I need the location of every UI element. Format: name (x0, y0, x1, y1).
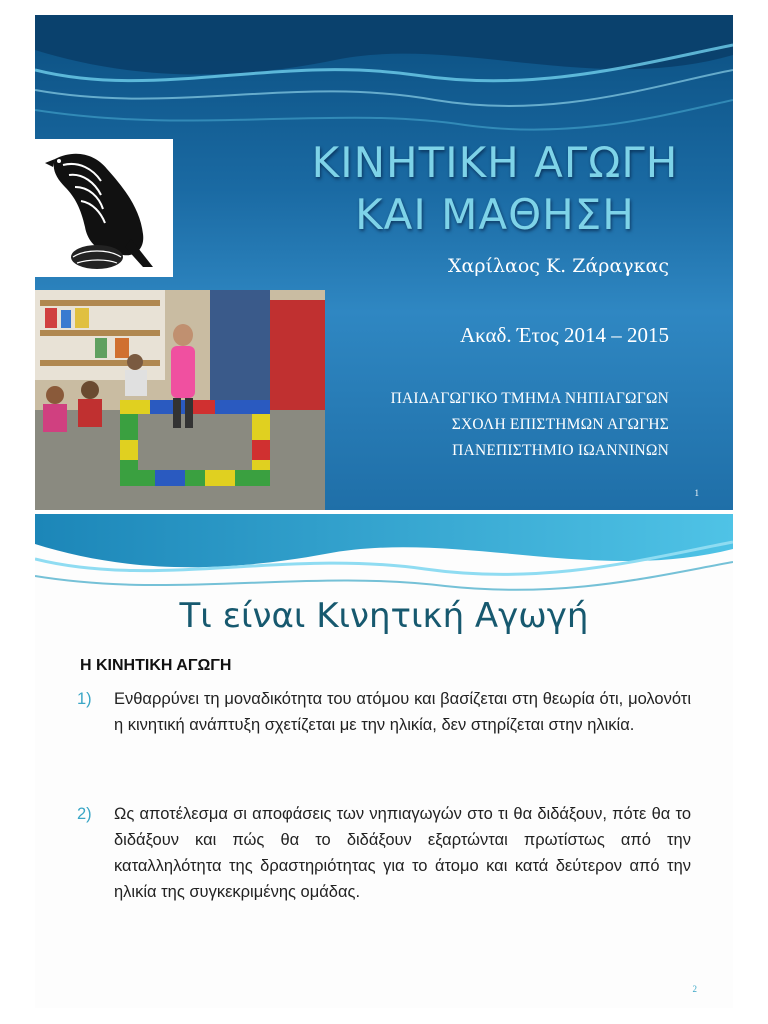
university-logo (35, 139, 173, 277)
slide-subheading: Η ΚΙΝΗΤΙΚΗ ΑΓΩΓΗ (80, 657, 232, 674)
slide-number: 2 (692, 984, 697, 994)
title-slide (35, 15, 733, 510)
list-number: 1) (77, 690, 92, 708)
children-playing-with-blocks-photo (35, 290, 325, 510)
academic-year: Ακαδ. Έτος 2014 – 2015 (459, 323, 669, 347)
title-line-1: ΚΙΝΗΤΙΚΗ ΑΓΩΓΗ (311, 138, 679, 187)
classroom-photo (35, 290, 325, 510)
slide-heading: Τι είναι Κινητική Αγωγή (179, 596, 589, 636)
list-item (77, 686, 691, 738)
wave-decoration (35, 15, 733, 155)
department-line: ΠΑΙΔΑΓΩΓΙΚΟ ΤΜΗΜΑ ΝΗΠΙΑΓΩΓΩΝ (390, 390, 669, 407)
list-text: Ως αποτέλεσμα σι αποφάσεις των νηπιαγωγών στο τι θα διδάξουν, πότε θα το διδάξουν και πώς θα το διδάξουν εξαρτώνται πρωτίστως από την καταλληλότητα της δραστηριότητας για το άτομο και κατά δεύτερον από την ηλικία της συγκεκριμένης ομάδας. (114, 805, 691, 901)
list-number: 2) (77, 805, 92, 823)
author-name: Χαρίλαος Κ. Ζάραγκας (448, 255, 669, 277)
slide-title (275, 137, 715, 241)
list-item (77, 801, 691, 905)
list-text: Ενθαρρύνει τη μοναδικότητα του ατόμου και βασίζεται στη θεωρία ότι, μολονότι η κινητική ανάπτυξη σχετίζεται με την ηλικία, δεν στηρίζεται στην ηλικία. (114, 690, 691, 734)
school-line: ΣΧΟΛΗ ΕΠΙΣΤΗΜΩΝ ΑΓΩΓΗΣ (451, 416, 669, 433)
slide-number: 1 (694, 488, 699, 498)
eagle-icon (35, 139, 173, 277)
title-line-2: ΚΑΙ ΜΑΘΗΣΗ (355, 190, 635, 239)
university-line: ΠΑΝΕΠΙΣΤΗΜΙΟ ΙΩΑΝΝΙΝΩΝ (452, 442, 669, 459)
content-slide (35, 514, 733, 1008)
affiliation (391, 386, 669, 464)
wave-decoration (35, 514, 733, 599)
